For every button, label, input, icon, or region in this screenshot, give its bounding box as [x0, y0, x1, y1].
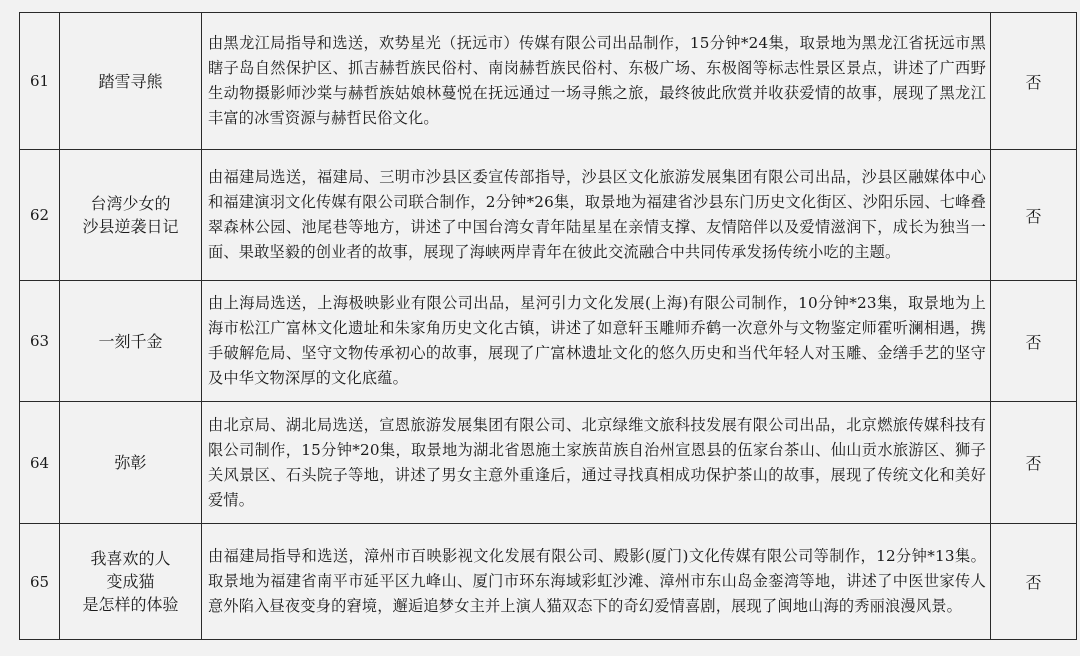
flag-cell: 否: [991, 13, 1077, 150]
row-number: 62: [20, 150, 60, 281]
drama-list-table: [19, 12, 1077, 640]
drama-title: [60, 13, 202, 150]
row-number: 61: [20, 13, 60, 150]
drama-description: 由上海局选送，上海极映影业有限公司出品，星河引力文化发展(上海)有限公司制作，10分钟*23集，取景地为上海市松江广富林文化遗址和朱家角历史文化古镇，讲述了如意轩玉雕师乔鹤一次意外与文物鉴定师霍听澜相遇，携手破解危局、坚守文物传承初心的故事，展现了广富林遗址文化的悠久历史和当代年轻人对玉雕、金缮手艺的坚守及中华文物深厚的文化底蕴。: [202, 281, 991, 402]
drama-description: 由福建局指导和选送，漳州市百映影视文化发展有限公司、殿影(厦门)文化传媒有限公司等制作，12分钟*13集。取景地为福建省南平市延平区九峰山、厦门市环东海域彩虹沙滩、漳州市东山岛金銮湾等地，讲述了中医世家传人意外陷入昼夜变身的窘境，邂逅追梦女主并上演人猫双态下的奇幻爱情喜剧，展现了闽地山海的秀丽浪漫风景。: [202, 524, 991, 640]
drama-title-line: 变成猫: [106, 572, 155, 591]
flag-cell: 否: [991, 402, 1077, 524]
row-number: 64: [20, 402, 60, 524]
drama-title-line: 是怎样的体验: [82, 595, 179, 614]
table-row: [20, 402, 1077, 524]
flag-cell: 否: [991, 524, 1077, 640]
drama-description: 由北京局、湖北局选送，宣恩旅游发展集团有限公司、北京绿维文旅科技发展有限公司出品，北京燃旅传媒科技有限公司制作，15分钟*20集，取景地为湖北省恩施土家族苗族自治州宣恩县的伍家台茶山、仙山贡水旅游区、狮子关风景区、石头院子等地，讲述了男女主意外重逢后，通过寻找真相成功保护茶山的故事，展现了传统文化和美好爱情。: [202, 402, 991, 524]
drama-description: 由福建局选送，福建局、三明市沙县区委宣传部指导，沙县区文化旅游发展集团有限公司出品，沙县区融媒体中心和福建演羽文化传媒有限公司联合制作，2分钟*26集，取景地为福建省沙县东门历史文化街区、沙阳乐园、七峰叠翠森林公园、池尾巷等地方，讲述了中国台湾女青年陆星星在亲情支撑、友情陪伴以及爱情滋润下，成长为独当一面、果敢坚毅的创业者的故事，展现了海峡两岸青年在彼此交流融合中共同传承发扬传统小吃的主题。: [202, 150, 991, 281]
drama-description: 由黑龙江局指导和选送，欢势星光（抚远市）传媒有限公司出品制作，15分钟*24集，取景地为黑龙江省抚远市黑瞎子岛自然保护区、抓吉赫哲族民俗村、南岗赫哲族民俗村、东极广场、东极阁等标志性景区景点，讲述了广西野生动物摄影师沙棠与赫哲族姑娘林蔓悦在抚远通过一场寻熊之旅，最终彼此欣赏并收获爱情的故事，展现了黑龙江丰富的冰雪资源与赫哲民俗文化。: [202, 13, 991, 150]
drama-title-line: 弥彰: [114, 453, 147, 472]
table-row: [20, 524, 1077, 640]
drama-title: [60, 402, 202, 524]
row-number: 63: [20, 281, 60, 402]
drama-title: [60, 524, 202, 640]
table-row: [20, 150, 1077, 281]
drama-title-line: 台湾少女的: [90, 194, 171, 213]
drama-title-line: 沙县逆袭日记: [82, 217, 179, 236]
flag-cell: 否: [991, 150, 1077, 281]
drama-title: [60, 150, 202, 281]
table-row: [20, 281, 1077, 402]
drama-title-line: 踏雪寻熊: [98, 71, 163, 91]
drama-title: [60, 281, 202, 402]
row-number: 65: [20, 524, 60, 640]
table-row: [20, 13, 1077, 150]
flag-cell: 否: [991, 281, 1077, 402]
drama-title-line: 一刻千金: [98, 331, 163, 351]
drama-title-line: 我喜欢的人: [90, 549, 171, 568]
